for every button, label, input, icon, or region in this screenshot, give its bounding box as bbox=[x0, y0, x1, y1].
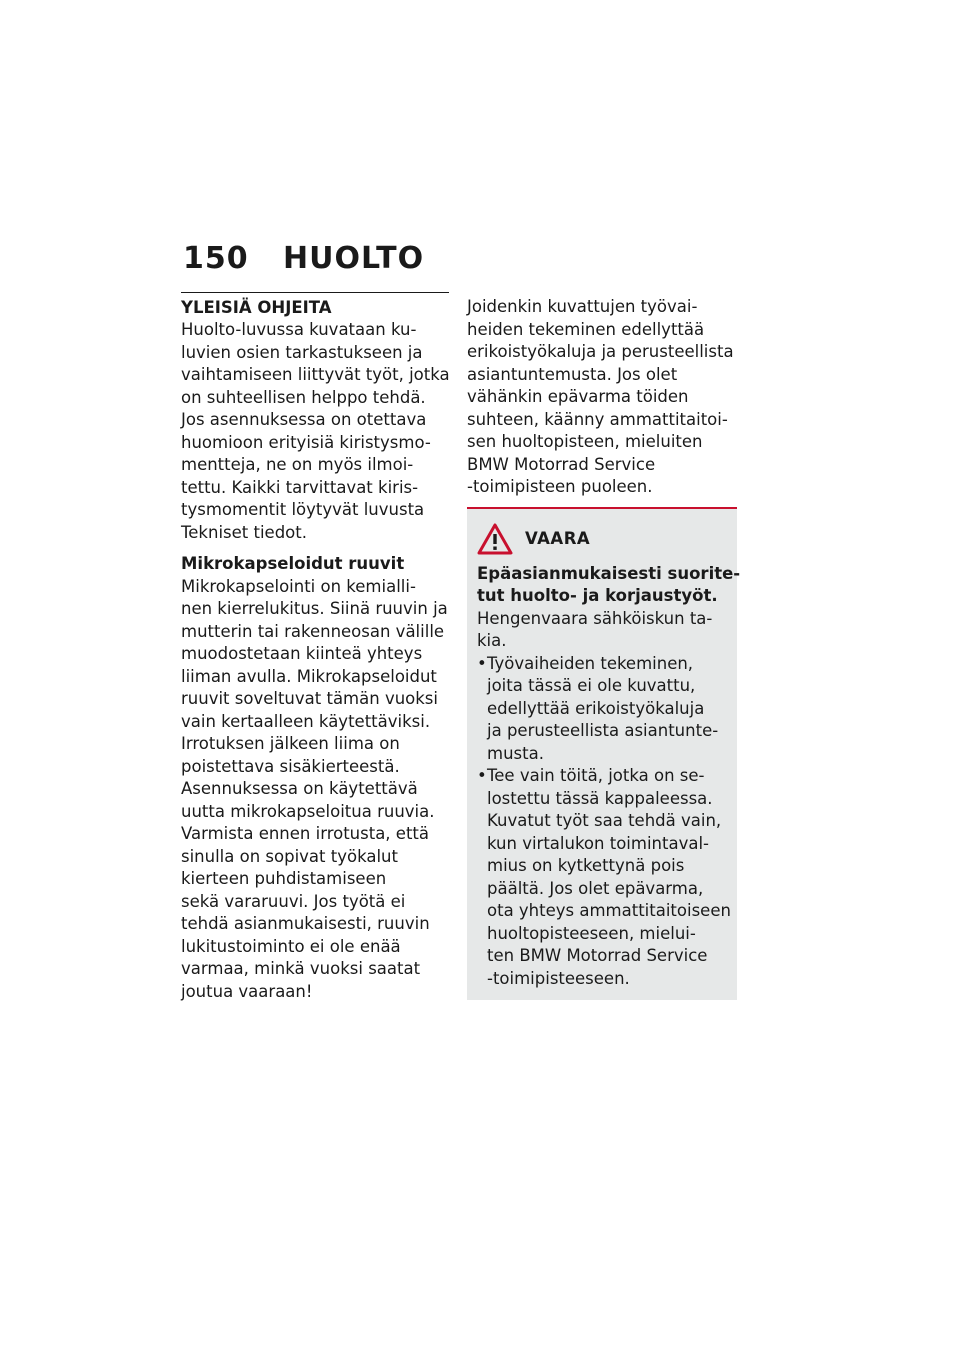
text-line: joita tässä ei ole kuvattu, bbox=[487, 676, 696, 695]
left-column bbox=[181, 292, 449, 1003]
warning-triangle-icon bbox=[477, 523, 513, 555]
text-line: tysmomentit löytyvät luvusta bbox=[181, 500, 425, 519]
page-header bbox=[183, 241, 424, 276]
text-line: tehdä asianmukaisesti, ruuvin bbox=[181, 914, 430, 933]
text-line: edellyttää erikoistyökaluja bbox=[487, 698, 705, 718]
warning-header bbox=[467, 523, 737, 555]
text-line: kierteen puhdistamiseen bbox=[181, 869, 387, 888]
text-line: sekä vararuuvi. Jos työtä ei bbox=[181, 891, 406, 911]
text-line: mutterin tai rakenneosan välille bbox=[181, 621, 445, 641]
text-line: huoltopisteeseen, mielui- bbox=[487, 923, 696, 943]
text-line: Asennuksessa on käytettävä bbox=[181, 779, 418, 798]
text-line: kun virtalukon toimintaval- bbox=[487, 833, 709, 853]
text-line: heiden tekeminen edellyttää bbox=[467, 319, 705, 339]
text-line: luvien osien tarkastukseen ja bbox=[181, 342, 423, 362]
text-line: suhteen, käänny ammattitaitoi- bbox=[467, 409, 728, 429]
text-line: vähänkin epävarma töiden bbox=[467, 387, 689, 406]
text-line: Varmista ennen irrotusta, että bbox=[181, 824, 429, 843]
text-line: joutua vaaraan! bbox=[181, 981, 313, 1001]
warning-bullet bbox=[477, 765, 737, 990]
bullet-text bbox=[487, 765, 731, 990]
warning-label: VAARA bbox=[525, 529, 591, 548]
text-line: musta. bbox=[487, 743, 544, 763]
text-line: lukitustoiminto ei ole enää bbox=[181, 936, 401, 956]
text-line: tut huolto- ja korjaustyöt. bbox=[477, 586, 718, 605]
text-line: mius on kytkettynä pois bbox=[487, 856, 685, 875]
warning-body bbox=[467, 563, 741, 991]
text-line: ten BMW Motorrad Service bbox=[487, 946, 708, 965]
text-line: -toimipisteeseen. bbox=[487, 968, 630, 988]
text-line: asiantuntemusta. Jos olet bbox=[467, 364, 678, 384]
text-line: Työvaiheiden tekeminen, bbox=[487, 653, 694, 673]
bullet-text bbox=[487, 653, 718, 766]
warning-consequence bbox=[477, 608, 737, 653]
warning-headline bbox=[477, 563, 741, 608]
page-number: 150 bbox=[183, 241, 249, 276]
subsection-title: Mikrokapseloidut ruuvit bbox=[181, 554, 405, 573]
text-line: erikoistyökaluja ja perusteellista bbox=[467, 342, 734, 361]
text-line: mentteja, ne on myös ilmoi- bbox=[181, 455, 414, 474]
text-line: ja perusteellista asiantunte- bbox=[487, 721, 719, 740]
text-line: ruuvit soveltuvat tämän vuoksi bbox=[181, 689, 438, 708]
text-line: Epäasianmukaisesti suorite- bbox=[477, 563, 741, 583]
text-line: Hengenvaara sähköiskun ta- bbox=[477, 608, 713, 628]
text-line: BMW Motorrad Service bbox=[467, 454, 656, 474]
bullet-dot: • bbox=[477, 766, 487, 785]
text-line: -toimipisteen puoleen. bbox=[467, 477, 653, 496]
text-line: vaihtamiseen liittyvät työt, jotka bbox=[181, 365, 450, 384]
text-line: Jos asennuksessa on otettava bbox=[181, 410, 427, 429]
text-line: huomioon erityisiä kiristysmo- bbox=[181, 432, 431, 452]
subsection-paragraph bbox=[181, 576, 449, 1004]
text-line: Tekniset tiedot. bbox=[181, 522, 307, 542]
text-line: varmaa, minkä vuoksi saatat bbox=[181, 959, 421, 978]
text-line: Joidenkin kuvattujen työvai- bbox=[467, 297, 698, 316]
text-line: lostettu tässä kappaleessa. bbox=[487, 788, 713, 808]
text-line: Irrotuksen jälkeen liima on bbox=[181, 734, 400, 753]
text-line: kia. bbox=[477, 631, 507, 650]
text-line: uutta mikrokapseloitua ruuvia. bbox=[181, 801, 435, 821]
text-line: Huolto-luvussa kuvataan ku- bbox=[181, 320, 417, 339]
right-column bbox=[467, 296, 741, 1000]
text-line: sen huoltopisteen, mieluiten bbox=[467, 432, 703, 451]
text-line: vain kertaalleen käytettäviksi. bbox=[181, 711, 431, 731]
text-line: Kuvatut työt saa tehdä vain, bbox=[487, 811, 722, 830]
section-divider bbox=[181, 292, 449, 293]
text-line: poistettava sisäkierteestä. bbox=[181, 756, 400, 776]
warning-bullet bbox=[477, 653, 737, 766]
intro-paragraph bbox=[181, 319, 449, 544]
bullet-dot: • bbox=[477, 653, 487, 673]
text-line: muodostetaan kiinteä yhteys bbox=[181, 644, 423, 663]
text-line: liiman avulla. Mikrokapseloidut bbox=[181, 666, 437, 686]
text-line: tettu. Kaikki tarvittavat kiris- bbox=[181, 477, 419, 497]
text-line: Mikrokapselointi on kemialli- bbox=[181, 576, 416, 596]
text-line: nen kierrelukitus. Siinä ruuvin ja bbox=[181, 599, 448, 618]
section-title: YLEISIÄ OHJEITA bbox=[181, 298, 332, 317]
right-intro-paragraph bbox=[467, 296, 737, 499]
text-line: Tee vain töitä, jotka on se- bbox=[487, 766, 705, 785]
text-line: päältä. Jos olet epävarma, bbox=[487, 878, 704, 898]
text-line: ota yhteys ammattitaitoiseen bbox=[487, 901, 731, 920]
chapter-title: HUOLTO bbox=[283, 241, 425, 276]
warning-box bbox=[467, 509, 741, 1001]
text-line: sinulla on sopivat työkalut bbox=[181, 846, 398, 866]
text-line: on suhteellisen helppo tehdä. bbox=[181, 387, 426, 407]
